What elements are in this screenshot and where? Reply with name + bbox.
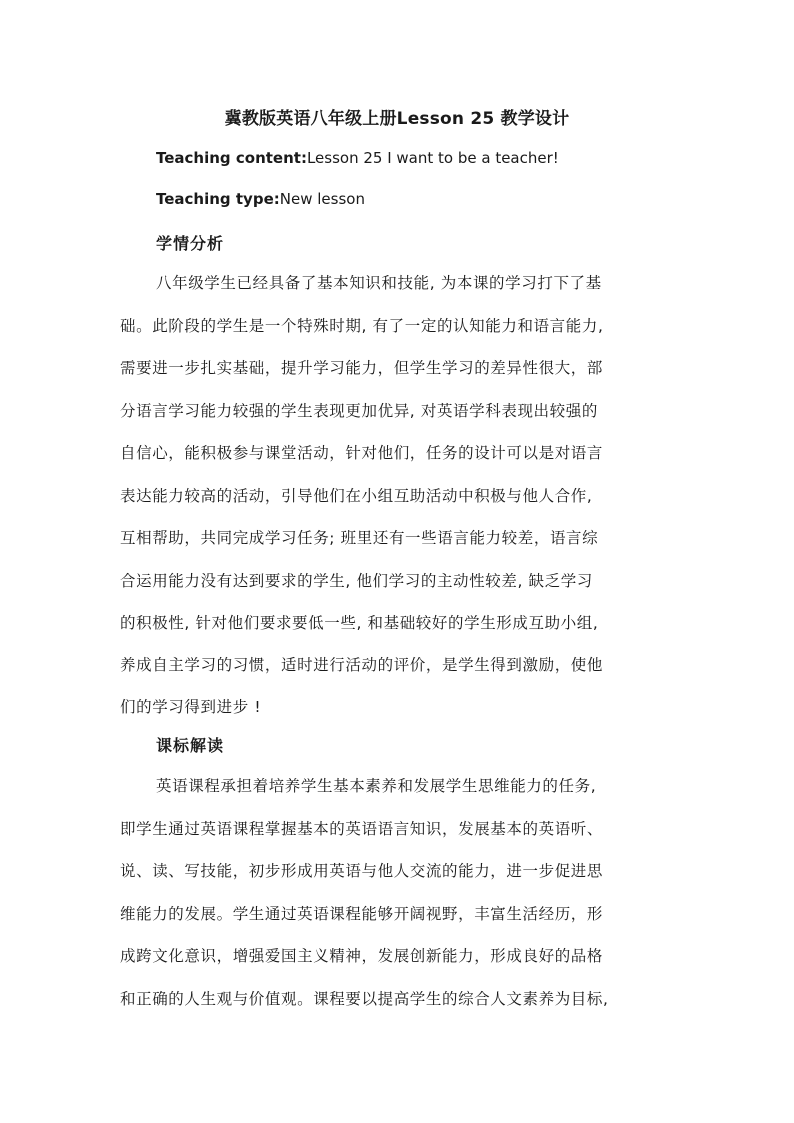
teaching-content-line [156,149,559,167]
paragraph-line: 八年级学生已经具备了基本知识和技能, 为本课的学习打下了基 [156,274,602,292]
teaching-type-line [156,190,365,208]
paragraph-line: 维能力的发展。学生通过英语课程能够开阔视野，丰富生活经历，形 [120,905,604,923]
paragraph-line: 即学生通过英语课程掌握基本的英语语言知识，发展基本的英语听、 [120,820,604,838]
paragraph-line: 们的学习得到进步 ! [120,698,262,716]
paragraph-line: 础。此阶段的学生是一个特殊时期, 有了一定的认知能力和语言能力, [120,317,604,335]
teaching-type-value: New lesson [279,190,365,208]
paragraph-line: 成跨文化意识，增强爱国主义精神，发展创新能力，形成良好的品格 [120,947,604,965]
section-heading-learner-analysis: 学情分析 [156,234,225,253]
paragraph-line: 养成自主学习的习惯，适时进行活动的评价，是学生得到激励，使他 [120,656,604,674]
paragraph-line: 表达能力较高的活动，引导他们在小组互助活动中积极与他人合作, [120,487,593,505]
paragraph-line: 和正确的人生观与价值观。课程要以提高学生的综合人文素养为目标, [120,990,609,1008]
paragraph-line: 合运用能力没有达到要求的学生, 他们学习的主动性较差, 缺乏学习 [120,572,593,590]
paragraph-line: 的积极性, 针对他们要求要低一些, 和基础较好的学生形成互助小组, [120,614,599,632]
document-title: 冀教版英语八年级上册Lesson 25 教学设计 [224,109,570,129]
teaching-content-label: Teaching content: [156,149,307,167]
teaching-type-label: Teaching type: [156,190,280,208]
paragraph-line: 英语课程承担着培养学生基本素养和发展学生思维能力的任务, [156,777,597,795]
paragraph-line: 互相帮助，共同完成学习任务; 班里还有一些语言能力较差，语言综 [120,529,599,547]
paragraph-line: 需要进一步扎实基础，提升学习能力，但学生学习的差异性很大，部 [120,359,604,377]
paragraph-line: 说、读、写技能，初步形成用英语与他人交流的能力，进一步促进思 [120,862,604,880]
section-heading-curriculum-interpretation: 课标解读 [156,736,225,755]
paragraph-line: 自信心，能积极参与课堂活动，针对他们，任务的设计可以是对语言 [120,444,604,462]
teaching-content-value: Lesson 25 I want to be a teacher! [306,149,559,167]
paragraph-line: 分语言学习能力较强的学生表现更加优异, 对英语学科表现出较强的 [120,402,598,420]
